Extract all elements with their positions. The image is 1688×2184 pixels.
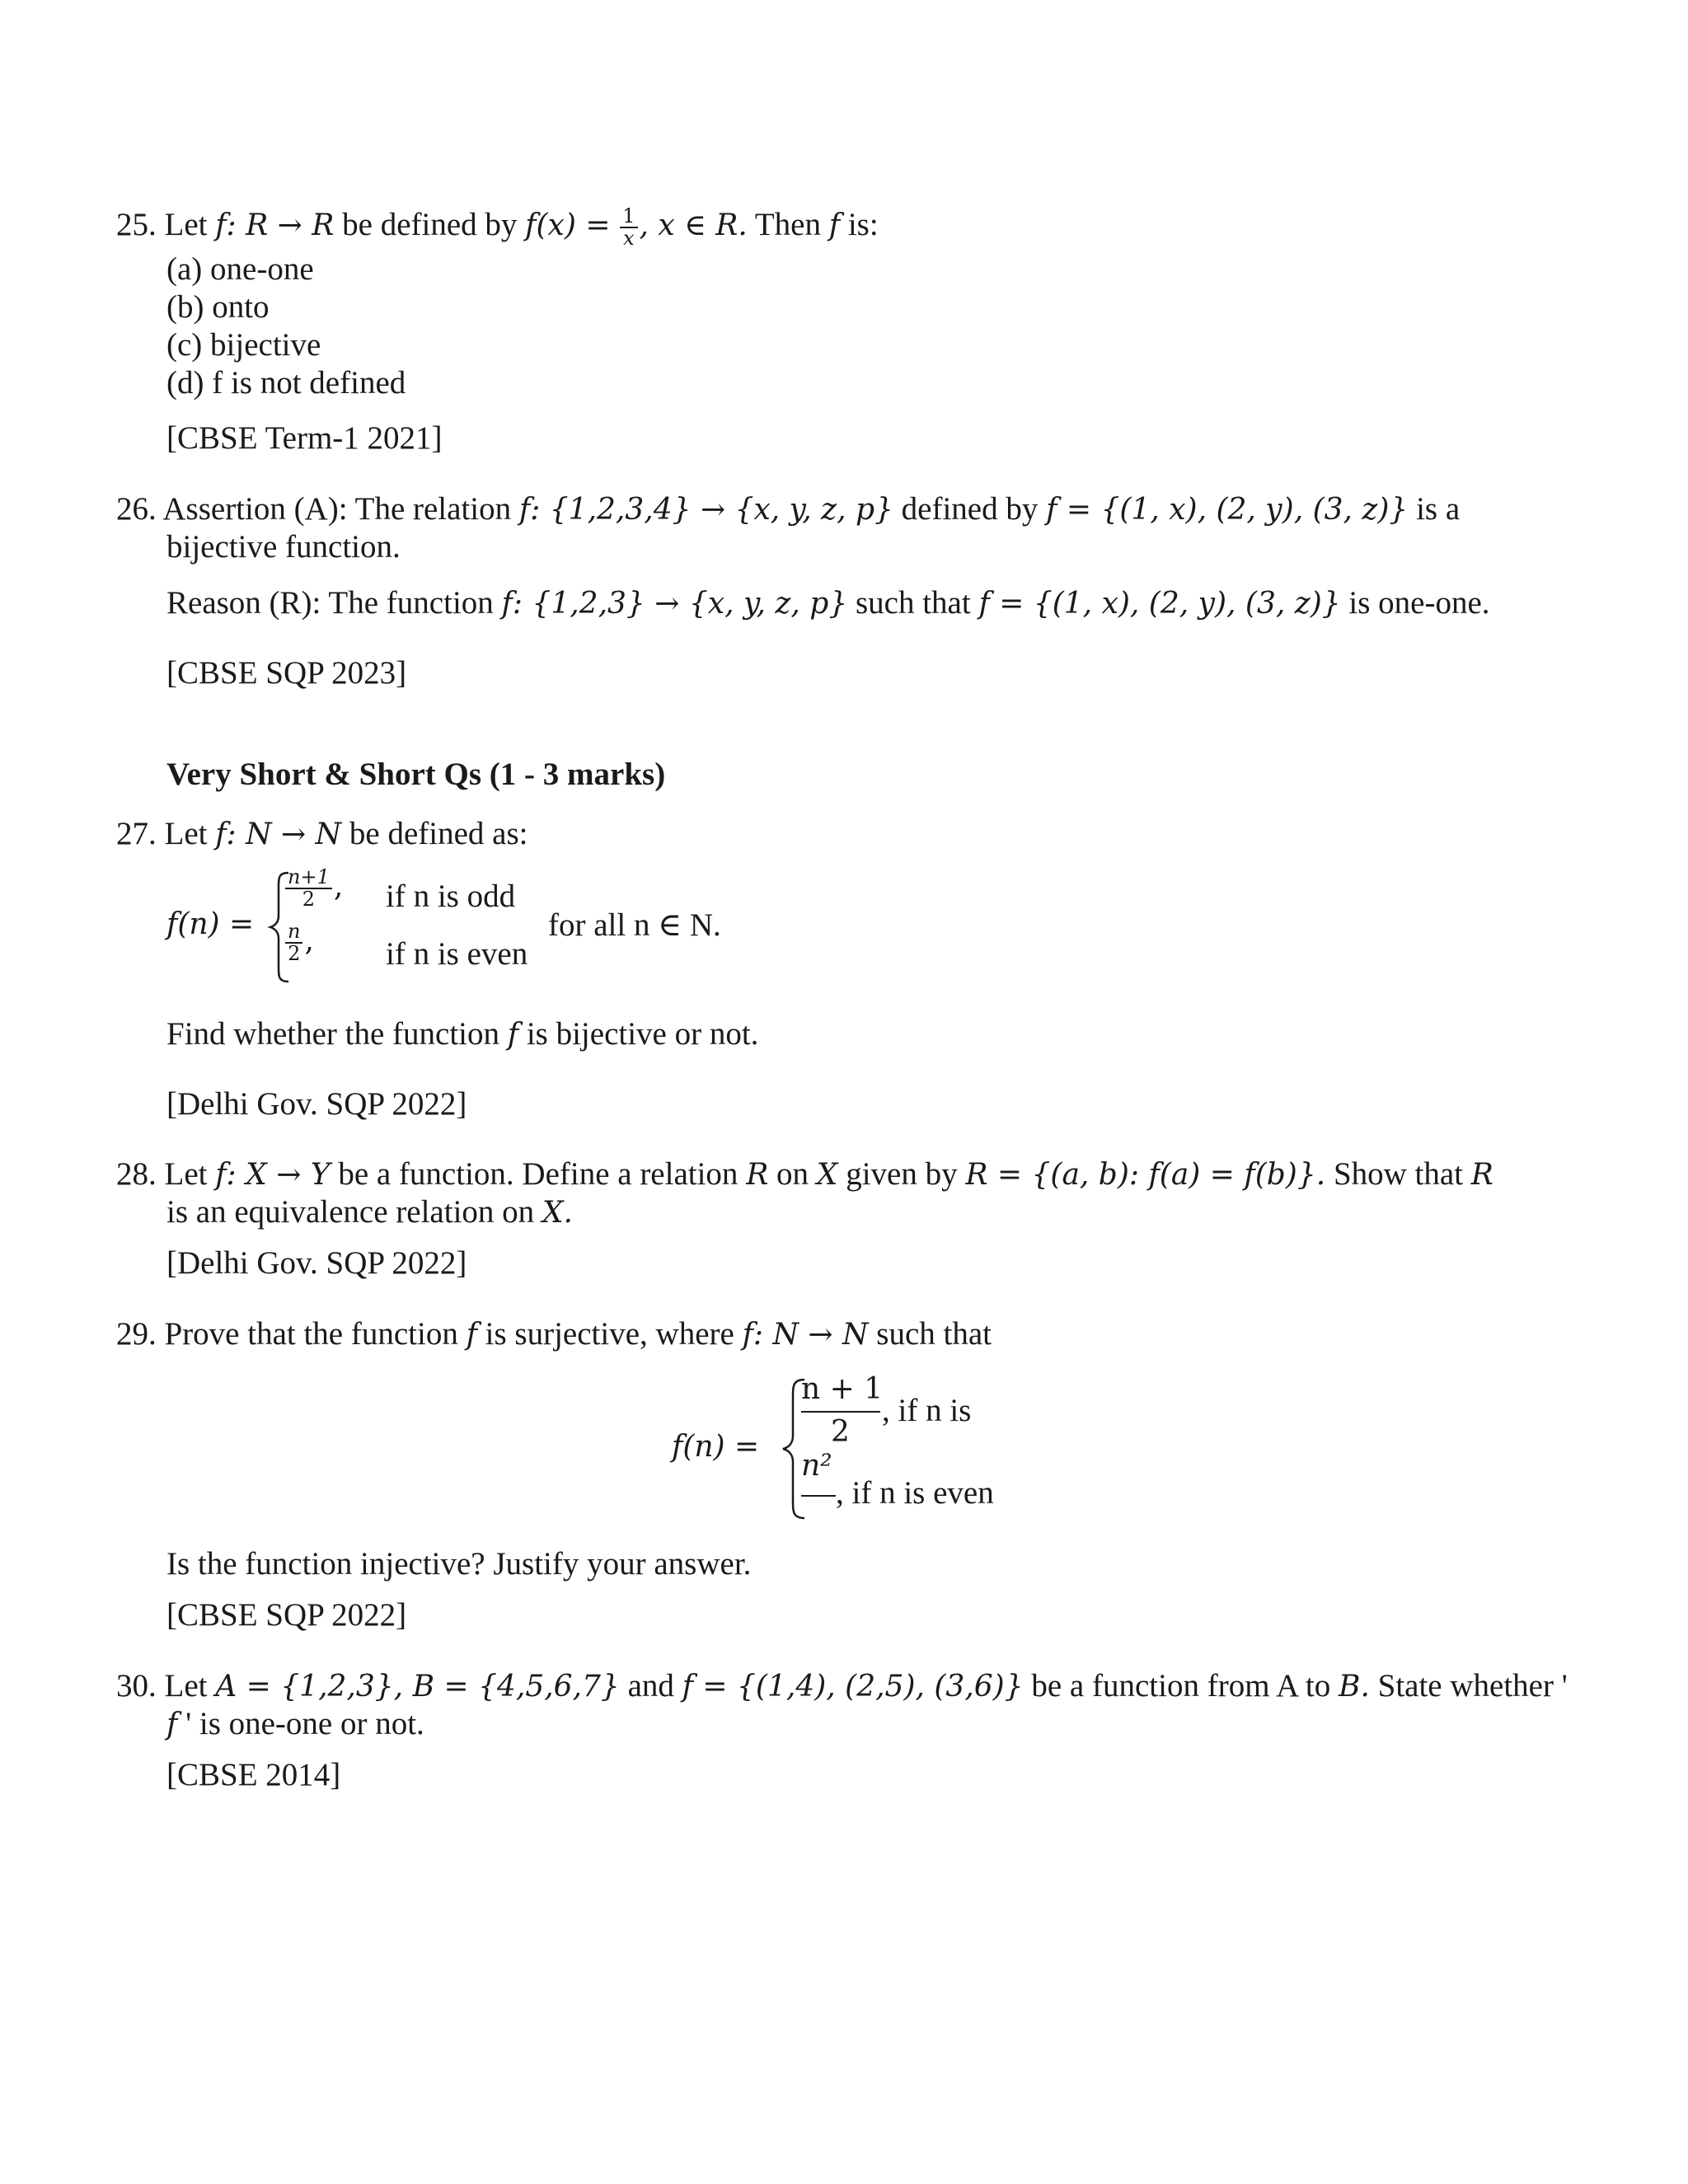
q29-intro-c: such that xyxy=(876,1316,992,1352)
q25-source: [CBSE Term-1 2021] xyxy=(166,420,443,456)
q27-for-all: for all n ∈ N. xyxy=(548,907,721,943)
q28-line2-X: X. xyxy=(542,1196,573,1230)
q25-line1 xyxy=(116,206,879,249)
q28-line1-a: Let xyxy=(164,1156,208,1192)
q28-line1-c: on xyxy=(776,1156,809,1192)
q29-case2-line xyxy=(801,1475,994,1512)
q26-number: 26. xyxy=(116,491,157,527)
q25-is: is: xyxy=(847,207,879,243)
q29-case1-cond: , if n is xyxy=(882,1393,972,1428)
q27-intro-b: be defined as: xyxy=(349,816,528,851)
q25-option-c: (c) bijective xyxy=(166,327,321,363)
q30-line1-b: and xyxy=(627,1668,674,1704)
q26-reason-b: such that xyxy=(855,585,971,621)
q27-intro-a: Let xyxy=(164,816,208,851)
q25-fraction xyxy=(620,206,637,249)
q27-case2-comma: , xyxy=(304,924,314,958)
q26-reason-c: is one-one. xyxy=(1348,585,1490,621)
q25-domain: , x ∈ R. xyxy=(639,209,748,243)
q29-intro-f: f xyxy=(466,1318,477,1352)
q30-line2-b: ' is one-one or not. xyxy=(185,1706,424,1741)
q26-line1-c: is a xyxy=(1416,491,1461,527)
section-heading: Very Short & Short Qs (1 - 3 marks) xyxy=(166,757,666,792)
q29-question: Is the function injective? Justify your answer. xyxy=(166,1546,752,1582)
q30-line1 xyxy=(116,1668,1568,1705)
q29-intro-b: is surjective, where xyxy=(485,1316,734,1352)
q27-case1-frac xyxy=(285,867,332,910)
q27-question xyxy=(166,1016,758,1053)
q29-case2-cond: , if n is even xyxy=(836,1475,994,1511)
q27-number: 27. xyxy=(116,816,157,851)
q27-case1-comma: , xyxy=(333,869,344,904)
q28-source: [Delhi Gov. SQP 2022] xyxy=(166,1245,467,1281)
q26-line1-math: f: {1,2,3,4} → {x, y, z, p} xyxy=(518,493,893,527)
q30-number: 30. xyxy=(116,1668,157,1704)
q29-intro-a: Prove that the function xyxy=(164,1316,458,1352)
q28-line1-X: X xyxy=(816,1158,838,1192)
q27-case1-cond: if n is odd xyxy=(386,879,516,914)
q26-line2: bijective function. xyxy=(166,529,401,565)
q26-line1-a: Assertion (A): The relation xyxy=(162,491,512,527)
q25-f: f xyxy=(828,209,841,243)
q27-intro xyxy=(116,816,528,853)
q30-line2-f: f xyxy=(166,1708,178,1741)
q25-option-d: (d) f is not defined xyxy=(166,365,406,401)
q27-case2-frac xyxy=(285,921,302,964)
q25-lhs: f(x) = xyxy=(525,209,611,243)
q27-question-f: f xyxy=(507,1018,519,1052)
q27-case2 xyxy=(284,921,314,964)
q25-prefix: Let xyxy=(164,207,208,243)
q30-source: [CBSE 2014] xyxy=(166,1757,341,1793)
q29-case2-num: n² xyxy=(801,1449,832,1483)
q26-reason-a: Reason (R): The function xyxy=(166,585,494,621)
q26-reason-math2: f = {(1, x), (2, y), (3, z)} xyxy=(978,587,1341,621)
q25-option-a: (a) one-one xyxy=(166,251,314,287)
q26-reason-math: f: {1,2,3} → {x, y, z, p} xyxy=(501,587,848,621)
q28-line1-math2: R = {(a, b): f(a) = f(b)}. xyxy=(965,1158,1326,1192)
q29-case1-num: n + 1 xyxy=(801,1372,884,1406)
q29-case2-bar xyxy=(801,1495,836,1497)
q25-frac-num: 1 xyxy=(620,206,637,228)
q26-source: [CBSE SQP 2023] xyxy=(166,655,407,691)
q28-line1-d: given by xyxy=(846,1156,958,1192)
q28-number: 28. xyxy=(116,1156,157,1192)
q29-intro-math: f: N → N xyxy=(742,1318,869,1352)
q27-case2-cond: if n is even xyxy=(386,936,528,972)
q30-line1-d: State whether ' xyxy=(1377,1668,1568,1704)
q25-tail: Then xyxy=(754,207,821,243)
q29-case1-bar xyxy=(801,1411,880,1413)
q25-mid: be defined by xyxy=(342,207,518,243)
q30-line1-c: be a function from A to xyxy=(1031,1668,1331,1704)
q27-case2-den: 2 xyxy=(288,942,301,966)
q30-line2 xyxy=(166,1706,424,1743)
q29-source: [CBSE SQP 2022] xyxy=(166,1597,407,1633)
q26-reason xyxy=(166,585,1490,622)
q30-line1-a: Let xyxy=(164,1668,208,1704)
q28-line2-a: is an equivalence relation on xyxy=(166,1194,535,1230)
q27-case1-den: 2 xyxy=(302,888,316,912)
q28-line1-R: R xyxy=(746,1158,769,1192)
q30-line1-math2: f = {(1,4), (2,5), (3,6)} xyxy=(682,1670,1024,1704)
q26-line1 xyxy=(116,491,1460,528)
q25-frac-den: x xyxy=(623,227,635,251)
q28-line1-b: be a function. Define a relation xyxy=(338,1156,738,1192)
q30-line1-B: B. xyxy=(1338,1670,1370,1704)
q29-lhs: f(n) = xyxy=(672,1430,760,1464)
q28-line1-e: Show that xyxy=(1333,1156,1464,1192)
q27-case1-num: n+1 xyxy=(285,867,332,889)
q28-line1-math: f: X → Y xyxy=(215,1158,331,1192)
q30-line1-math: A = {1,2,3}, B = {4,5,6,7} xyxy=(215,1670,620,1704)
q27-source: [Delhi Gov. SQP 2022] xyxy=(166,1086,467,1122)
q26-line1-math2: f = {(1, x), (2, y), (3, z)} xyxy=(1046,493,1409,527)
q27-lhs: f(n) = xyxy=(166,907,255,941)
q27-question-b: is bijective or not. xyxy=(526,1016,759,1052)
q28-line1-R2: R xyxy=(1470,1158,1493,1192)
q25-option-b: (b) onto xyxy=(166,289,270,325)
q27-case2-num: n xyxy=(285,921,302,944)
q27-intro-math: f: N → N xyxy=(215,818,342,851)
q29-case1-den: 2 xyxy=(831,1415,850,1449)
q28-line1 xyxy=(116,1156,1493,1193)
q27-question-a: Find whether the function xyxy=(166,1016,499,1052)
q26-line1-b: defined by xyxy=(901,491,1039,527)
q28-line2 xyxy=(166,1194,573,1231)
q25-number: 25. xyxy=(116,207,157,243)
q29-intro xyxy=(116,1316,992,1353)
q29-number: 29. xyxy=(116,1316,157,1352)
q27-case1 xyxy=(284,867,343,910)
q25-map: f: R → R xyxy=(215,209,335,243)
